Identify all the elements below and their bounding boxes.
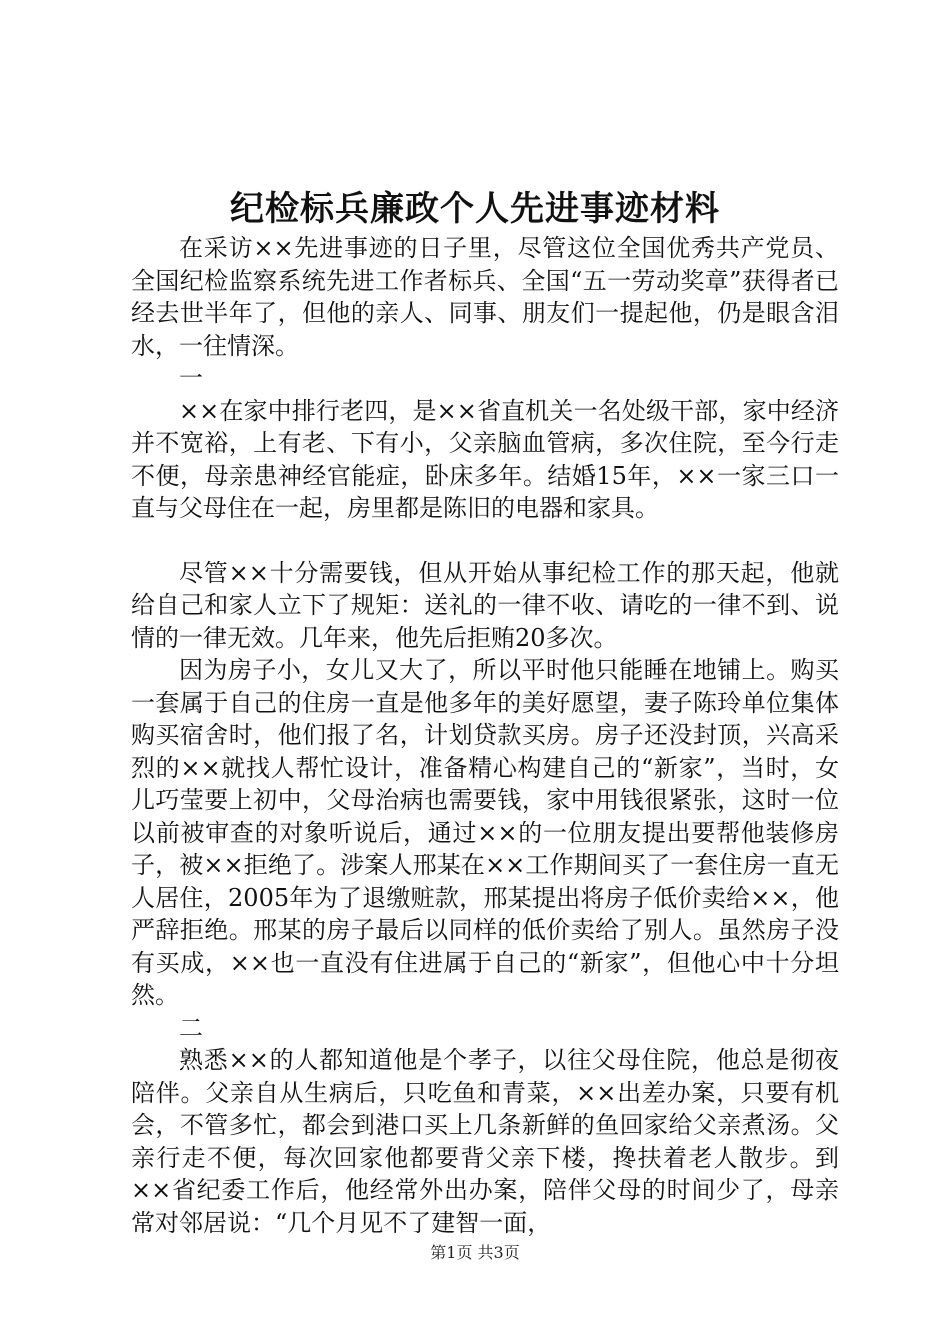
page-footer: 第1页 共3页 [430, 1243, 520, 1262]
paragraph-family: ××在家中排行老四，是××省直机关一名处级干部，家中经济并不宽裕，上有老、下有小，父亲脑血管病，多次住院，至今行走不便，母亲患神经官能症，卧床多年。结婚15年，××一家三口一直与父母住在一起，房里都是陈旧的电器和家具。 [131, 396, 839, 522]
paragraph-gap [131, 525, 839, 557]
paragraph-rules: 尽管××十分需要钱，但从开始从事纪检工作的那天起，他就给自己和家人立下了规矩：送礼的一律不收、请吃的一律不到、说情的一律无效。几年来，他先后拒贿20多次。 [131, 558, 839, 652]
document-body [131, 232, 839, 1239]
paragraph-filial: 熟悉××的人都知道他是个孝子，以往父母住院，他总是彻夜陪伴。父亲自从生病后，只吃鱼和青菜，××出差办案，只要有机会，不管多忙，都会到港口买上几条新鲜的鱼回家给父亲煮汤。父亲行走不便，每次回家他都要背父亲下楼，搀扶着老人散步。到××省纪委工作后，他经常外出办案，陪伴父母的时间少了，母亲常对邻居说：“几个月见不了建智一面， [131, 1046, 839, 1237]
document-title: 纪检标兵廉政个人先进事迹材料 [230, 189, 720, 229]
section-heading-two: 二 [179, 1013, 203, 1042]
paragraph-house: 因为房子小，女儿又大了，所以平时他只能睡在地铺上。购买一套属于自己的住房一直是他多年的美好愿望，妻子陈玲单位集体购买宿舍时，他们报了名，计划贷款买房。房子还没封顶，兴高采烈的××就找人帮忙设计，准备精心构建自己的“新家”，当时，女儿巧莹要上初中，父母治病也需要钱，家中用钱很紧张，这时一位以前被审查的对象听说后，通过××的一位朋友提出要帮他装修房子，被××拒绝了。涉案人邢某在××工作期间买了一套住房一直无人居住，2005年为了退缴赃款，邢某提出将房子低价卖给××，他严辞拒绝。邢某的房子最后以同样的低价卖给了别人。虽然房子没有买成，××也一直没有住进属于自己的“新家”，但他心中十分坦然。 [131, 656, 839, 1009]
section-heading-one: 一 [179, 364, 203, 392]
paragraph-intro: 在采访××先进事迹的日子里，尽管这位全国优秀共产党员、全国纪检监察系统先进工作者标兵、全国“五一劳动奖章”获得者已经去世半年了，但他的亲人、同事、朋友们一提起他，仍是眼含泪水，一往情深。 [131, 234, 839, 360]
